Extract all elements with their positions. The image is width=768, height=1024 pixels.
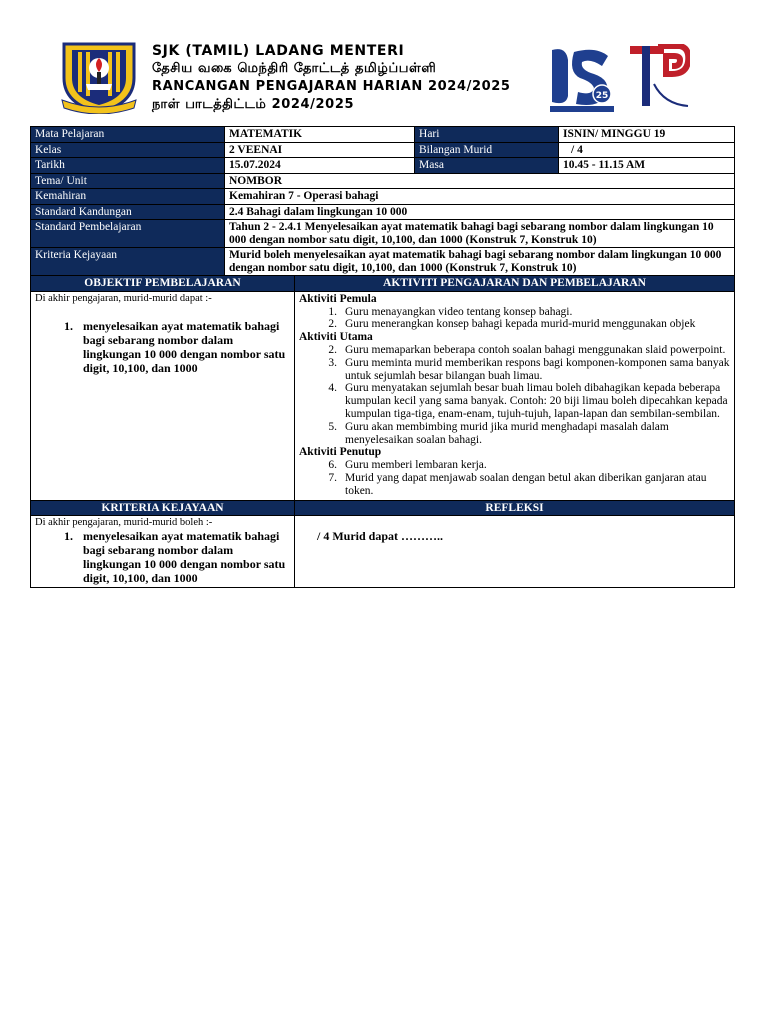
- info-row-subject: [31, 127, 735, 143]
- school-name-tamil: தேசிய வகை மெந்திரி தோட்டத் தமிழ்ப்பள்ளி: [152, 61, 437, 76]
- objectives-activities-row: [31, 291, 735, 500]
- school-name: SJK (TAMIL) LADANG MENTERI: [152, 43, 405, 59]
- theme-value: NOMBOR: [225, 173, 735, 189]
- plan-title: RANCANGAN PENGAJARAN HARIAN 2024/2025: [152, 79, 511, 94]
- anniversary-logo-icon: [546, 44, 618, 114]
- learning-standard-label: Standard Pembelajaran: [31, 220, 225, 248]
- logo-25-text: 25: [595, 91, 609, 101]
- activity-section-title: Aktiviti Pemula: [299, 292, 377, 305]
- success-criteria-header: KRITERIA KEJAYAAN: [31, 500, 295, 516]
- header-titles: [152, 42, 511, 114]
- info-row-learning-standard: [31, 220, 735, 248]
- list-item: 1. menyelesaikan ayat matematik bahagi bagi sebarang nombor dalam lingkungan 10 000 dengan nombor satu digit, 10,100, dan 1000: [64, 318, 286, 375]
- info-row-content-standard: [31, 204, 735, 220]
- class-value: 2 VEENAI: [225, 142, 415, 158]
- class-label: Kelas: [31, 142, 225, 158]
- list-item: 7. Murid yang dapat menjawab soalan dengan betul akan diberikan ganjaran atau token.: [328, 472, 707, 498]
- criteria-label: Kriteria Kejayaan: [31, 248, 225, 276]
- section-header-row-2: [31, 500, 735, 516]
- date-label: Tarikh: [31, 158, 225, 174]
- theme-label: Tema/ Unit: [31, 173, 225, 189]
- content-standard-label: Standard Kandungan: [31, 204, 225, 220]
- reflection-text: / 4 Murid dapat ………..: [317, 529, 444, 544]
- learning-standard-value: Tahun 2 - 2.4.1 Menyelesaikan ayat matematik bahagi bagi sebarang nombor dalam lingkungan 10 000 dengan nombor satu digit, 10,100, dan 1000 (Konstruk 7, Konstruk 10): [225, 220, 735, 248]
- objectives-cell: [31, 291, 295, 500]
- success-criteria-intro: Di akhir pengajaran, murid-murid boleh :-: [35, 517, 213, 529]
- info-row-date: [31, 158, 735, 174]
- activity-section-title: Aktiviti Penutup: [299, 446, 382, 459]
- document-header: [0, 0, 768, 122]
- objectives-header: OBJEKTIF PEMBELAJARAN: [31, 276, 295, 292]
- date-value: 15.07.2024: [225, 158, 415, 174]
- skill-label: Kemahiran: [31, 189, 225, 205]
- list-item: 1. Guru menayangkan video tentang konsep bahagi.: [328, 305, 573, 318]
- info-row-class: [31, 142, 735, 158]
- list-item: 1. menyelesaikan ayat matematik bahagi bagi sebarang nombor dalam lingkungan 10 000 dengan nombor satu digit, 10,100, dan 1000: [64, 529, 286, 586]
- day-value: ISNIN/ MINGGU 19: [559, 127, 735, 143]
- activity-section-title: Aktiviti Utama: [299, 331, 373, 344]
- info-row-skill: [31, 189, 735, 205]
- lesson-plan-table: [30, 126, 735, 588]
- pupils-label: Bilangan Murid: [415, 142, 559, 158]
- success-criteria-list: [35, 529, 290, 585]
- subject-label: Mata Pelajaran: [31, 127, 225, 143]
- plan-title-tamil: நாள் பாடத்திட்டம் 2024/2025: [152, 97, 355, 112]
- time-value: 10.45 - 11.15 AM: [559, 158, 735, 174]
- school-crest-icon: [60, 38, 138, 114]
- activity-list-pemula: [299, 306, 730, 332]
- success-criteria-cell: [31, 516, 295, 588]
- list-item: 4. Guru menyatakan sejumlah besar buah limau boleh dibahagikan kepada beberapa kumpulan kecil yang sama banyak. Contoh: 20 biji limau boleh dipecahkan kepada kumpulan tiga-tiga, enam-enam, tujuh-tujuh, lapan-lapan dan sembilan-sembilan.: [328, 382, 728, 421]
- info-row-theme: [31, 173, 735, 189]
- section-header-row: [31, 276, 735, 292]
- activity-list-penutup: [299, 459, 730, 497]
- list-item: 2. Guru memaparkan beberapa contoh soalan bahagi menggunakan slaid powerpoint.: [328, 344, 726, 357]
- content-standard-value: 2.4 Bahagi dalam lingkungan 10 000: [225, 204, 735, 220]
- activity-list-utama: [299, 344, 730, 446]
- activities-cell: [295, 291, 735, 500]
- time-label: Masa: [415, 158, 559, 174]
- transformation-logo-icon: [628, 44, 690, 112]
- info-row-criteria: [31, 248, 735, 276]
- list-item: 3. Guru meminta murid memberikan respons bagi komponen-komponen sama banyak untuk sejumlah besar bilangan buah limau.: [328, 356, 730, 382]
- reflection-header: REFLEKSI: [295, 500, 735, 516]
- activities-header: AKTIVITI PENGAJARAN DAN PEMBELAJARAN: [295, 276, 735, 292]
- list-item: 2. Guru menerangkan konsep bahagi kepada murid-murid menggunakan objek: [328, 318, 696, 331]
- subject-value: MATEMATIK: [225, 127, 415, 143]
- list-item: 6. Guru memberi lembaran kerja.: [328, 459, 487, 472]
- skill-value: Kemahiran 7 - Operasi bahagi: [225, 189, 735, 205]
- objectives-intro: Di akhir pengajaran, murid-murid dapat :-: [35, 292, 212, 304]
- criteria-value: Murid boleh menyelesaikan ayat matematik bahagi bagi sebarang nombor dalam lingkungan 10 000 dengan nombor satu digit, 10,100, dan 1000 (Konstruk 7, Konstruk 10): [225, 248, 735, 276]
- reflection-cell: [295, 516, 735, 588]
- pupils-value: / 4: [559, 142, 735, 158]
- criteria-reflection-row: [31, 516, 735, 588]
- objectives-list: [35, 319, 290, 375]
- day-label: Hari: [415, 127, 559, 143]
- list-item: 5. Guru akan membimbing murid jika murid menghadapi masalah dalam menyelesaikan soalan bahagi.: [328, 420, 669, 446]
